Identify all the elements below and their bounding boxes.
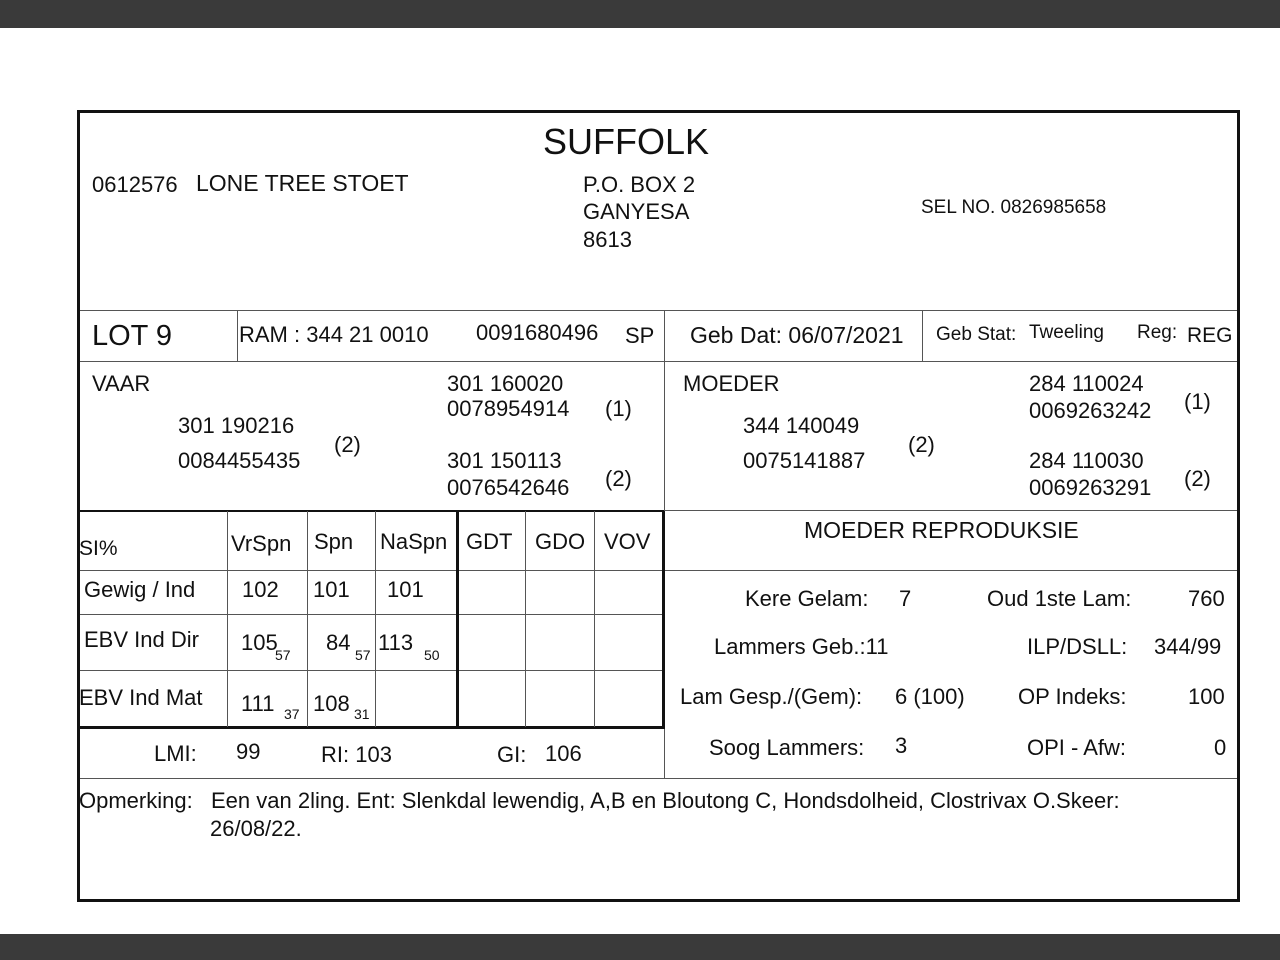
gi-label: GI: <box>497 742 527 767</box>
soog-label: Soog Lammers: <box>709 735 865 760</box>
vrule-si-5 <box>525 511 526 727</box>
vaar-code: (2) <box>334 432 361 457</box>
breed-title: SUFFOLK <box>543 121 710 162</box>
moeder-dam-number: 0069263291 <box>1029 475 1152 500</box>
rule-si-row1 <box>80 614 665 615</box>
moeder-sire-code: (1) <box>1184 389 1211 414</box>
card-bottom-border <box>77 899 1240 902</box>
address-line3: 8613 <box>583 227 632 252</box>
lot-label: LOT 9 <box>92 320 173 352</box>
cell-vrspn: 111 <box>241 691 275 716</box>
moeder-code: (2) <box>908 432 935 457</box>
cell-spn: 108 <box>313 691 350 716</box>
rule-lot <box>80 361 1237 362</box>
reg-label: Reg: <box>1137 322 1178 343</box>
birth-date: Geb Dat: 06/07/2021 <box>690 322 904 348</box>
cell-spn: 101 <box>313 577 350 602</box>
rule-si-header <box>80 570 1237 571</box>
cell-naspn-sub: 50 <box>424 647 440 663</box>
cell-vrspn-sub: 37 <box>284 706 300 722</box>
vaar-sire-id: 301 160020 <box>447 371 564 396</box>
vrule-lot <box>237 311 238 361</box>
top-bar <box>0 0 1280 28</box>
vrule-si-2 <box>307 511 308 727</box>
remarks-line1: Een van 2ling. Ent: Slenkdal lewendig, A,B en Bloutong C, Hondsdolheid, Clostrivax O.Skeer: <box>211 788 1120 813</box>
moeder-dam-id: 284 110030 <box>1029 448 1144 473</box>
soog-value: 3 <box>895 733 908 758</box>
row-label: EBV Ind Dir <box>84 627 199 652</box>
remarks-line2: 26/08/22. <box>210 816 302 841</box>
lmi-value: 99 <box>236 739 261 764</box>
kere-gelam-value: 7 <box>899 586 912 611</box>
ram-id: RAM : 344 21 0010 <box>239 322 429 347</box>
moeder-id: 344 140049 <box>743 413 860 438</box>
vaar-sire-number: 0078954914 <box>447 396 570 421</box>
moeder-label: MOEDER <box>683 371 780 396</box>
vrule-si-right <box>662 511 665 729</box>
remarks-label: Opmerking: <box>79 788 193 813</box>
ilp-label: ILP/DSLL: <box>1027 634 1128 659</box>
cell-spn-sub: 57 <box>355 647 371 663</box>
rule-header <box>80 310 1237 311</box>
moeder-sire-id: 284 110024 <box>1029 371 1144 396</box>
vaar-dam-number: 0076542646 <box>447 475 570 500</box>
vaar-sire-code: (1) <box>605 396 632 421</box>
sel-number: SEL NO. 0826985658 <box>921 197 1107 218</box>
vaar-label: VAAR <box>92 371 151 396</box>
vaar-id: 301 190216 <box>178 413 295 438</box>
si-header-label: SI% <box>79 537 118 560</box>
vrule-si-6 <box>594 511 595 727</box>
moeder-dam-code: (2) <box>1184 466 1211 491</box>
ilp-value: 344/99 <box>1154 634 1222 659</box>
lmi-label: LMI: <box>154 741 197 766</box>
lam-gesp-value: 6 (100) <box>895 684 965 709</box>
reg-value: REG <box>1187 324 1233 347</box>
reproduction-title: MOEDER REPRODUKSIE <box>804 517 1079 543</box>
oud-value: 760 <box>1188 586 1225 611</box>
birth-status-label: Geb Stat: <box>936 324 1017 345</box>
vaar-dam-code: (2) <box>605 466 632 491</box>
ram-number: 0091680496 <box>476 320 599 345</box>
cell-naspn: 101 <box>387 577 424 602</box>
card-right-border <box>1237 110 1240 902</box>
cell-naspn: 113 <box>378 630 414 655</box>
si-header-gdt: GDT <box>466 529 513 554</box>
breeder-number: 0612576 <box>92 172 178 197</box>
vaar-number: 0084455435 <box>178 448 301 473</box>
row-label: Gewig / Ind <box>84 577 196 602</box>
vrule-si-1 <box>227 511 228 727</box>
op-label: OP Indeks: <box>1018 684 1127 709</box>
si-header-vov: VOV <box>604 529 651 554</box>
breeder-name: LONE TREE STOET <box>196 170 409 196</box>
card-left-border <box>77 110 80 902</box>
bottom-bar <box>0 934 1280 960</box>
rule-pedigree-left <box>80 510 665 512</box>
address-line1: P.O. BOX 2 <box>583 172 696 197</box>
si-header-spn: Spn <box>314 529 354 554</box>
vaar-dam-id: 301 150113 <box>447 448 562 473</box>
opi-label: OPI - Afw: <box>1027 735 1127 760</box>
vrule-si-4 <box>456 511 459 727</box>
si-header-gdo: GDO <box>535 529 586 554</box>
row-label: EBV Ind Mat <box>79 685 203 710</box>
rule-si-bottom <box>80 726 665 729</box>
kere-gelam-label: Kere Gelam: <box>745 586 869 611</box>
moeder-number: 0075141887 <box>743 448 866 473</box>
si-header-naspn: NaSpn <box>380 529 448 554</box>
birth-status-value: Tweeling <box>1029 322 1104 343</box>
rule-pedigree-right <box>665 510 1237 511</box>
moeder-sire-number: 0069263242 <box>1029 398 1152 423</box>
cell-spn: 84 <box>326 630 351 655</box>
rule-indices <box>80 778 1237 779</box>
ri-index: RI: 103 <box>321 742 392 767</box>
cell-vrspn: 105 <box>241 630 278 655</box>
card-top-border <box>77 110 1240 113</box>
rule-si-row2 <box>80 670 665 671</box>
cell-vrspn-sub: 57 <box>275 647 291 663</box>
op-value: 100 <box>1188 684 1225 709</box>
lammers-gebore: Lammers Geb.:11 <box>714 634 889 659</box>
oud-label: Oud 1ste Lam: <box>987 586 1132 611</box>
cell-vrspn: 102 <box>242 577 279 602</box>
cell-spn-sub: 31 <box>354 706 370 722</box>
vrule-geb <box>922 311 923 361</box>
gi-value: 106 <box>545 741 582 766</box>
address-line2: GANYESA <box>583 199 690 224</box>
ram-sp: SP <box>625 323 655 348</box>
si-header-vrspn: VrSpn <box>231 531 292 556</box>
lam-gesp-label: Lam Gesp./(Gem): <box>680 684 863 709</box>
opi-value: 0 <box>1214 735 1227 760</box>
vrule-si-3 <box>375 511 376 727</box>
